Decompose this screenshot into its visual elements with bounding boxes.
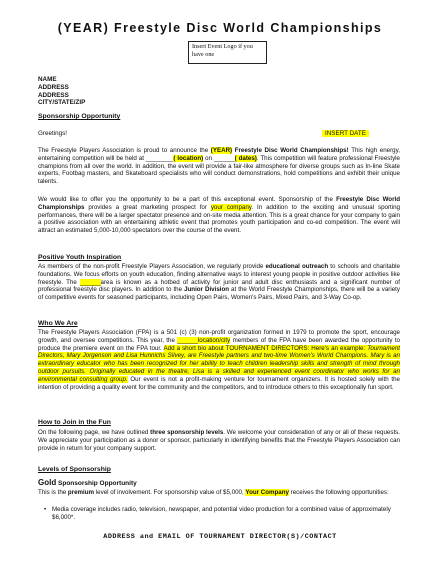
- list-item: Media coverage includes radio, television, newspaper, and potential video production for a combined value of approximately $6,000*.: [52, 506, 391, 521]
- intro-paragraph: The Freestyle Players Association is proud to announce the (YEAR) Freestyle Disc World Championships! This high energy, entertaining competition will be held at ________( location) on ______( dates). This competition will feature professional Freestyle champions from all over the world. In addition, the event will provide a fair-like atmosphere for diverse groups such as In-line Skate experts, Footbag masters, and Skateboard specialists who will conduct demonstrations, hold competitions and exhibit their unique talents.: [38, 147, 400, 186]
- insert-date-placeholder: INSERT DATE: [322, 130, 369, 137]
- sponsorship-heading: Sponsorship Opportunity: [38, 113, 121, 120]
- gold-sponsorship-title: Gold Sponsorship Opportunity: [38, 478, 137, 487]
- levels-heading: Levels of Sponsorship: [38, 466, 111, 473]
- address-line: ADDRESS: [38, 83, 69, 91]
- bullet-icon: •: [44, 506, 47, 513]
- footer-contact: ADDRESS and EMAIL OF TOURNAMENT DIRECTOR(S)/CONTACT: [103, 533, 337, 541]
- document-title: (YEAR) Freestyle Disc World Championships: [57, 21, 383, 35]
- address-line: ADDRESS: [38, 91, 69, 99]
- address-line: CITY/STATE/ZIP: [38, 99, 86, 107]
- youth-heading: Positive Youth Inspiration: [38, 254, 122, 261]
- address-block: [38, 76, 85, 107]
- join-heading: How to Join in the Fun: [38, 419, 111, 426]
- join-paragraph: On the following page, we have outlined three sponsorship levels. We welcome your consideration of any or all of these requests. We appreciate your participation as a donor or sponsor, particularly in identifying benefits that the Freestyle Players Association can provide in return for your company support.: [38, 429, 400, 452]
- gold-paragraph: This is the premium level of involvement. For sponsorship value of $5,000, Your Company receives the following opportunities:: [38, 489, 389, 496]
- who-paragraph: The Freestyle Players Association (FPA) is a 501 (c) (3) non-profit organization formed in 1979 to promote the sport, encourage growth, and oversee competitions. This year, the ______location/city members of the FPA have been awarded the opportunity to produce the premiere event on the FPA tour. Add a short bio about TOURNAMENT DIRECTORS: Here's an example: Tournament Directors, Mary Jorgenson and Lisa Hunnichs Silvey, are Freestyle partners and two-time Women's World Champions. Mary is an extraordinary educator who has been recognized for her ability to teach children leadership skills and strength of mind through outdoor pursuits. Originally educated in the theatre, Lisa is a skilled and experienced event coordinator who works for an environmental consulting group. Our event is not a profit-making venture for tournament organizers. It is hosted solely with the intention of providing a quality event for the community and the competitors, and to introduce others to this exceptionally fun sport.: [38, 329, 400, 391]
- greeting: Greetings!: [38, 130, 68, 137]
- address-line: NAME: [38, 76, 57, 83]
- logo-placeholder-box: Insert Event Logo if you have one: [188, 41, 267, 64]
- opportunity-paragraph: We would like to offer you the opportunity to be a part of this exceptional event. Sponsorship of the Freestyle Disc World Championships provides a great marketing prospect for your company. In addition to the exciting and unusual sporting performances, there will be a larger spectator presence and on-site media attention. This is a great chance for your company to gain a positive association with an entertaining athletic event that promotes youth participation and co-ed competition. The event will attract an estimated 5,000-10,000 spectators over the course of the event.: [38, 196, 400, 235]
- youth-paragraph: As members of the non-profit Freestyle Players Association, we regularly provide educational outreach to schools and charitable foundations. We focus efforts on youth education, finding alternative ways to interest young people in positive outdoor activities like freestyle. The ______area is known as a hotbed of activity for junior and adult disc enthusiasts and a significant number of professional freestyle disc players. In addition to the Junior Division at the World Freestyle Championships, there will be a variety of competitive events for seasoned participants, including Open Pairs, Women's Pairs, Mixed Pairs, and 3-Way Co-op.: [38, 263, 400, 302]
- gold-benefits-list: [44, 506, 400, 522]
- who-heading: Who We Are: [38, 320, 78, 327]
